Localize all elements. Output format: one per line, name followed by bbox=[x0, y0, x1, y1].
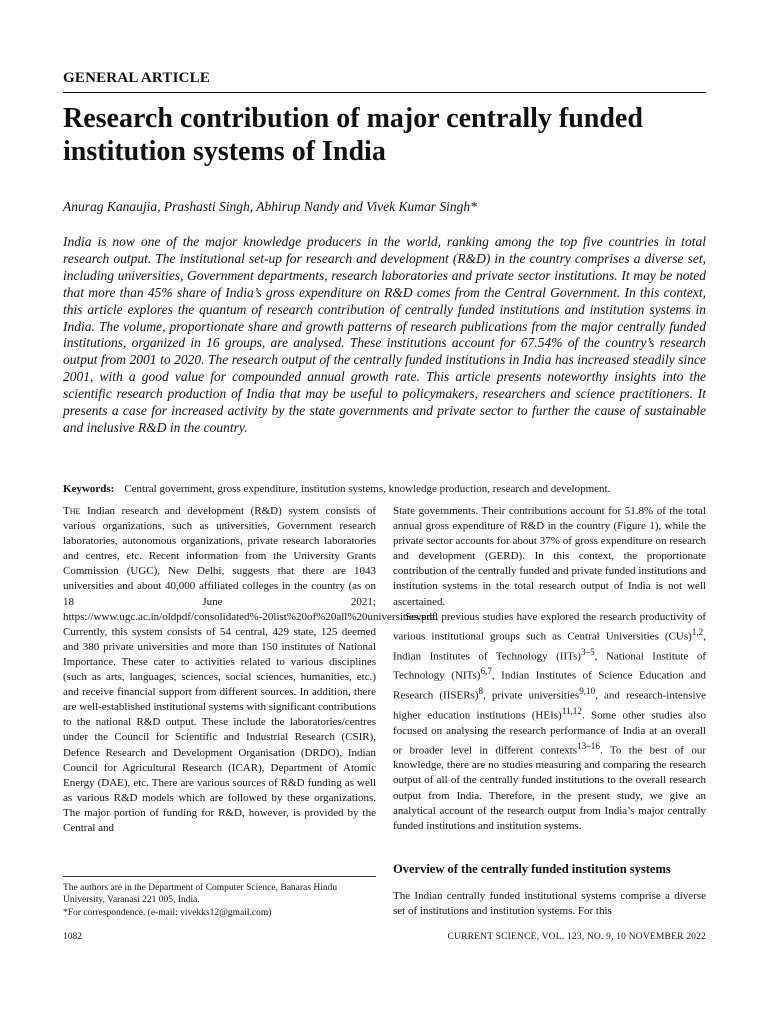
section-label: GENERAL ARTICLE bbox=[63, 70, 211, 86]
journal-footer: CURRENT SCIENCE, VOL. 123, NO. 9, 10 NOVEMBER 2022 bbox=[447, 932, 706, 942]
author-list: Anurag Kanaujia, Prashasti Singh, Abhirup Nandy and Vivek Kumar Singh* bbox=[63, 199, 477, 214]
citation-ref: 8 bbox=[478, 686, 484, 696]
affiliation-note: The authors are in the Department of Computer Science, Banaras Hindu University, Varanasi 221 005, India. bbox=[63, 883, 338, 906]
para-text: , Indian Institutes of Technology (IITs) bbox=[393, 630, 706, 663]
right-paragraph-2 bbox=[393, 610, 706, 834]
para-text: . Some other studies also focused on analysing the research performance of India at an overall or broader level in different contexts bbox=[393, 709, 706, 757]
body-column-left bbox=[63, 504, 439, 836]
header-rule bbox=[63, 92, 706, 93]
article-title: Research contribution of major centrally funded institution systems of India bbox=[63, 103, 643, 167]
citation-ref: 6,7 bbox=[480, 666, 492, 677]
intro-paragraph bbox=[63, 504, 439, 836]
keywords-label: Keywords: bbox=[63, 483, 115, 495]
body-column-right bbox=[393, 504, 706, 834]
section-heading: Overview of the centrally funded institution systems bbox=[393, 862, 671, 876]
drop-cap-word: The bbox=[63, 505, 81, 517]
abstract: India is now one of the major knowledge producers in the world, ranking among the top five countries in total research output. The institutional set-up for research and development (R&D) in the country comprises a diverse set, including universities, Government departments, research laboratories and private sector institutions. It may be noted that more than 45% share of India’s gross expenditure on R&D comes from the Central Government. In this context, this article explores the quantum of research contribution of centrally funded institutions and institution systems in India. The volume, proportionate share and growth patterns of research publications from the major centrally funded institutions, organized in 16 groups, are analysed. These institutions account for 67.54% of the country’s research output from 2001 to 2020. The research output of the centrally funded institutions in India has increased steadily since 2001, with a good value for compounded annual growth rate. This article presents noteworthy insights into the scientific research production of India that may be useful to policymakers, researchers and science practitioners. It presents a case for increased activity by the state governments and private sector to further the cause of sustainable and inclusive R&D in the country. bbox=[63, 234, 706, 435]
para-text: Several previous studies have explored the research productivity of various institutional groups such as Central Universities (CUs) bbox=[393, 610, 706, 643]
citation-ref: 1,2 bbox=[691, 626, 704, 637]
correspondence-note: *For correspondence. (e-mail: vivekks12@gmail.com) bbox=[63, 907, 272, 918]
section-paragraph: The Indian centrally funded institutional systems comprise a diverse set of institutions and institution systems. For this bbox=[393, 890, 706, 918]
para-text: , private universities bbox=[483, 689, 580, 702]
para-text: , Indian Institutes of Science Education and Research (IISERs) bbox=[393, 669, 707, 702]
citation-ref: 11,12 bbox=[561, 705, 582, 716]
citation-ref: 9,10 bbox=[579, 686, 596, 696]
para-text: , National Institute of Technology (NITs) bbox=[393, 650, 706, 682]
footnote-rule bbox=[63, 876, 376, 877]
para-text: . To the best of our knowledge, there are no studies measuring and comparing the research output of all of the centrally funded institutions to the overall research output from India. Therefore, in the present study, we give an analytical account of the research output from India’s major centrally funded institutions and institution systems. bbox=[393, 744, 706, 832]
keywords-line bbox=[63, 482, 706, 496]
citation-ref: 3–5 bbox=[580, 646, 595, 657]
keywords-text: Central government, gross expenditure, institution systems, knowledge production, research and development. bbox=[124, 483, 611, 495]
footnote bbox=[63, 882, 376, 919]
citation-ref: 13–16 bbox=[577, 740, 600, 751]
page-number: 1082 bbox=[63, 932, 82, 942]
intro-text: Indian research and development (R&D) system consists of various organizations, such as universities, Government research laboratories, autonomous organizations, private research laboratories and centres, etc. Recent information from the University Grants Commission (UGC), New Delhi, suggests that there are 1043 universities and about 40,000 affiliated colleges in the country (as on 18 June 2021; https://www.ugc.ac.in/oldpdf/consolidated%-20list%20of%20all%20universities.pdf. Currently, this system consists of 54 central, 429 state, 125 deemed and 380 private universities and more than 150 institutes of National Importance. These cater to activities related to various disciplines (such as arts, languages, sciences, social sciences, humanities, etc.) and receive financial support from different sources. In addition, there are well-established institutional systems with significant contributions to the national R&D output. These include the laboratories/centres under the Council for Scientific and Industrial Research (CSIR), Defence Research and Development Organisation (DRDO), Indian Council for Agricultural Research (ICAR), Department of Atomic Energy (DAE), etc. There are various sources of R&D funding as well as various R&D models which are followed by these organizations. The major portion of funding for R&D, however, is provided by the Central and bbox=[63, 505, 439, 834]
para-text: , and research-intensive higher education institutions (HEIs) bbox=[393, 689, 706, 722]
right-paragraph-1: State governments. Their contributions account for 51.8% of the total annual gross expenditure of R&D in the country (Figure 1), while the private sector accounts for about 37% of gross expenditure on research and development (GERD). In this context, the proportionate contribution of the centrally funded and private funded institutions and institution systems in the total research output of India is not well ascertained. bbox=[393, 505, 706, 608]
